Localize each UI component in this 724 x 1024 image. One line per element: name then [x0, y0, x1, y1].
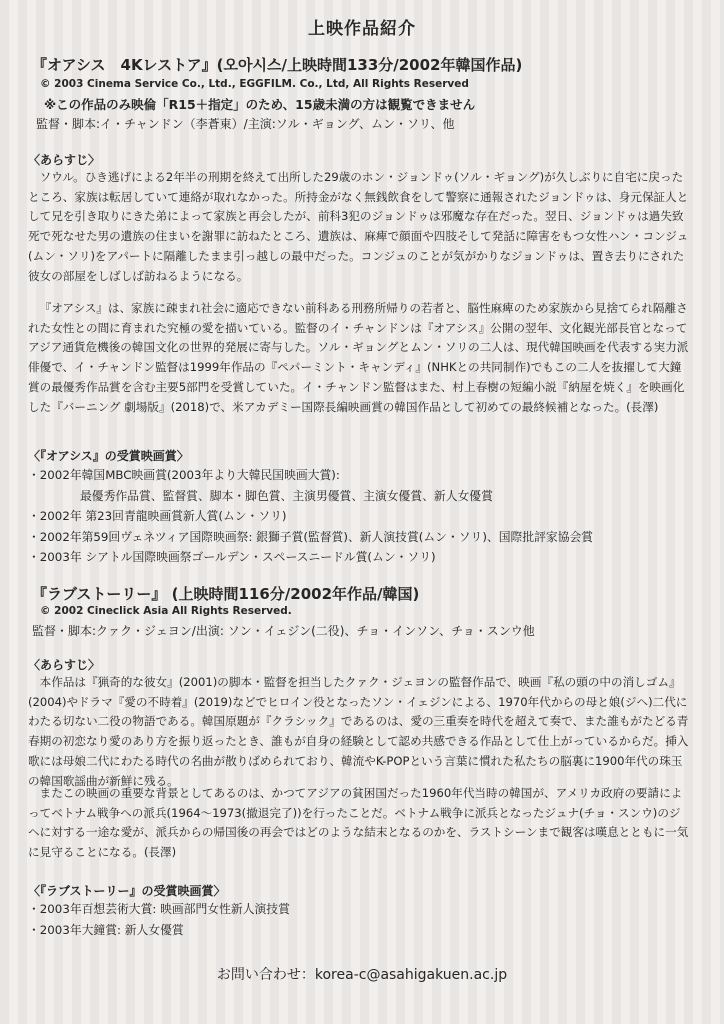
film2-synopsis-paragraph-2: またこの映画の重要な背景としてあるのは、かつてアジアの貧困国だった1960年代当時の韓国が、アメリカ政府の要請によってベトナム戦争への派兵(1964〜1973(撤退完了))を行ったことだ。ベトナム戦争に派兵となったジュナ(チョ・スンウ)のジヘに対する一途な愛が、派兵からの帰国後の再会ではどのような結末となるのかを、ラストシーンまで観客は嘆息とともに一気に見守ることになる。(長澤) — [28, 786, 689, 860]
award-item-detail: 最優秀作品賞、監督賞、脚本・脚色賞、主演男優賞、主演女優賞、新人女優賞 — [80, 488, 493, 503]
film1-title: 『オアシス 4Kレストア』(오아시스/上映時間133分/2002年韓国作品) — [32, 56, 523, 74]
film2-title: 『ラブストーリー』 (上映時間116分/2002年作品/韓国) — [32, 585, 420, 603]
film2-credits: 監督・脚本:クァク・ジェヨン/出演: ソン・イェジン(二役)、チョ・インソン、チョ・スンウ他 — [32, 624, 535, 638]
film1-synopsis-paragraph-2: 『オアシス』は、家族に疎まれ社会に適応できない前科ある刑務所帰りの若者と、脳性麻痺のため家族から見捨てられ隔離された女性との間に育まれた究極の愛を描いている。監督のイ・チャンドンは『オアシス』公開の翌年、文化観光部長官となってアジア通貨危機後の韓国文化の世界的発展に寄与した。ソル・ギョングとムン・ソリの二人は、現代韓国映画を代表する実力派俳優で、イ・チャンドン監督は1999年作品の『ペパーミント・キャンディ』(NHKとの共同制作)でもこの二人を抜擢して大鐘賞の最優秀作品賞を含む主要5部門を受賞していた。イ・チャンドン監督はまた、村上春樹の短編小説『納屋を焼く』を映画化した『バーニング 劇場版』(2018)で、米アカデミー国際長編映画賞の韓国作品として初めての最終候補となった。(長澤) — [28, 301, 689, 414]
film2-synopsis-heading: 〈あらすじ〉 — [28, 658, 101, 672]
film2-synopsis-paragraph-1: 本作品は『猟奇的な彼女』(2001)の脚本・監督を担当したクァク・ジェヨンの監督作品で、映画『私の頭の中の消しゴム』(2004)やドラマ『愛の不時着』(2019)などでヒロイン役となったソン・イェジンによる、1970年代からの母と娘(ジヘ)二代にわたる切ない二役の物語である。韓国原題が『クラシック』であるのは、愛の三重奏を時代を超えて奏で、また誰もがたどる青春期の初恋なり愛のあり方を振り返ったとき、誰もが自身の経験として認め共感できる作品として仕上がっているからだ。挿入歌には母娘二代にわたる時代の名曲が散りばめられており、韓流やK-POPという言葉に慣れた私たちの脳裏に1900年代の珠玉の韓国歌謡曲が新鮮に残る。 — [28, 675, 689, 788]
film2-copyright: © 2002 Cineclick Asia All Rights Reserved. — [40, 605, 292, 617]
award-item: ・2003年 シアトル国際映画祭ゴールデン・スペースニードル賞(ムン・ソリ) — [28, 550, 436, 564]
page-title: 上映作品紹介 — [308, 19, 416, 39]
award-item: ・2002年 第23回青龍映画賞新人賞(ムン・ソリ) — [28, 509, 287, 523]
film1-rating-note: ※この作品のみ映倫「R15＋指定」のため、15歳未満の方は観覧できません — [44, 97, 476, 112]
film2-awards-heading: 〈『ラブストーリー』の受賞映画賞〉 — [28, 884, 226, 898]
film1-credits: 監督・脚本:イ・チャンドン（李蒼東）/主演:ソル・ギョング、ムン・ソリ、他 — [36, 117, 455, 131]
film1-awards-heading: 〈『オアシス』の受賞映画賞〉 — [28, 449, 189, 463]
contact-email[interactable]: お問い合わせ：korea-c@asahigakuen.ac.jp — [216, 967, 508, 983]
film1-synopsis-heading: 〈あらすじ〉 — [28, 153, 101, 167]
film1-copyright: © 2003 Cinema Service Co., Ltd., EGGFILM. Co., Ltd, All Rights Reserved — [40, 78, 469, 90]
award-item: ・2003年百想芸術大賞: 映画部門女性新人演技賞 — [28, 902, 290, 916]
film1-awards-list — [28, 465, 593, 568]
award-item: ・2002年韓国MBC映画賞(2003年より大韓民国映画大賞): — [28, 468, 340, 482]
film2-awards-list — [28, 899, 290, 940]
award-item: ・2002年第59回ヴェネツィア国際映画祭: 銀獅子賞(監督賞)、新人演技賞(ムン・ソリ)、国際批評家協会賞 — [28, 529, 594, 544]
film1-synopsis-paragraph-1: ソウル。ひき逃げによる2年半の刑期を終えて出所した29歳のホン・ジョンドゥ(ソル・ギョング)が久しぶりに自宅に戻ったところ、家族は転居していて連絡が取れなかった。所持金がなく無銭飲食をして警察に通報されたジョンドゥは、身元保証人として兄を引き取りにきた弟によって家族と再会したが、前科3犯のジョンドゥは邪魔な存在だった。翌日、ジョンドゥは過失致死で死なせた男の遺族の住まいを謝罪に訪ねたところ、遺族は、麻痺で顔面や四肢そして発話に障害をもつ女性ハン・コンジュ(ムン・ソリ)をアパートに隔離したまま引っ越しの最中だった。コンジュのことが気がかりなジョンドゥは、置き去りにされた彼女の部屋をしばしば訪ねるようになる。 — [28, 170, 689, 283]
award-item: ・2003年大鐘賞: 新人女優賞 — [28, 922, 184, 937]
